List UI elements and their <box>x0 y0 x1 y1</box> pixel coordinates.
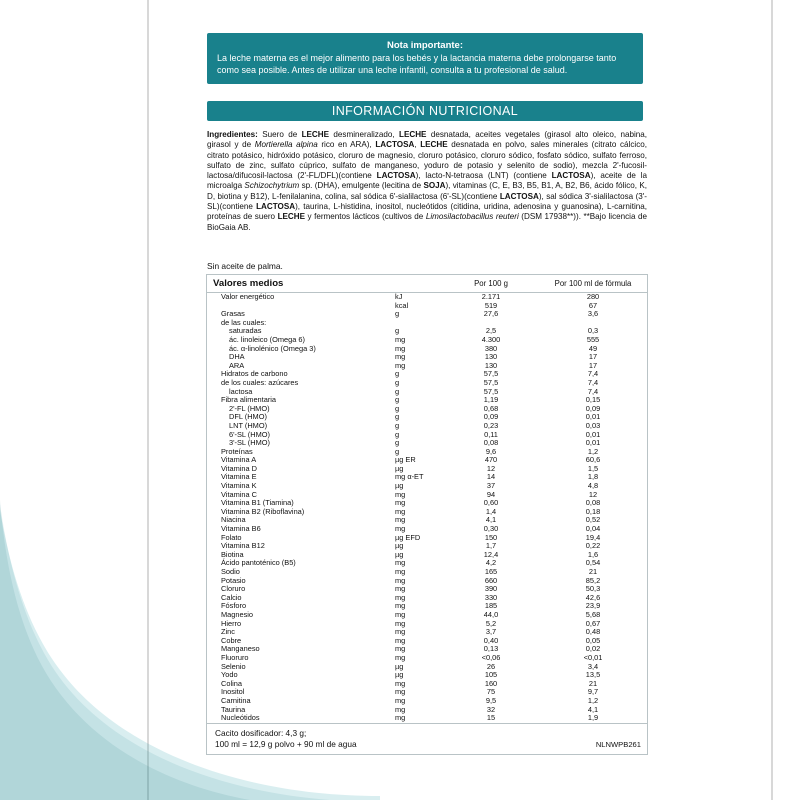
nutrient-name: Yodo <box>221 670 238 680</box>
value-per-100g: 470 <box>484 455 498 465</box>
nutrient-name: Hierro <box>221 618 242 628</box>
nutrient-unit: mg <box>395 334 406 344</box>
nutrient-name: Fibra alimentaria <box>221 395 277 405</box>
nutrient-name: Niacina <box>221 515 246 525</box>
nutrient-unit: mg α-ET <box>395 472 424 482</box>
nutrient-unit: mg <box>395 360 406 370</box>
nutrient-unit: g <box>395 326 400 336</box>
nutrient-name: Vitamina K <box>221 481 257 491</box>
value-per-100g: 165 <box>484 567 498 576</box>
left-fold-line <box>147 0 149 800</box>
value-per-100g: 0,60 <box>483 498 499 508</box>
nutrition-header-band <box>207 101 643 121</box>
value-per-100g: 27,6 <box>483 309 499 319</box>
nutrient-unit: µg <box>395 670 404 680</box>
nutrient-name: Proteínas <box>221 446 253 456</box>
no-palm-oil-claim: Sin aceite de palma. <box>207 261 283 271</box>
nutrient-name: LNT (HMO) <box>229 420 268 430</box>
table-row <box>207 602 647 611</box>
value-per-100ml: 12 <box>588 489 598 499</box>
value-per-100g: 0,09 <box>483 412 499 422</box>
value-per-100g: 0,68 <box>483 403 499 413</box>
nutrient-name: Vitamina C <box>221 489 258 499</box>
value-per-100ml: 0,08 <box>585 498 601 508</box>
value-per-100ml: 0,18 <box>585 506 601 516</box>
nutrient-name: Nucleótidos <box>221 713 260 723</box>
nutrient-unit: mg <box>395 352 406 362</box>
value-per-100g: 160 <box>484 678 498 688</box>
value-per-100ml: 17 <box>588 352 598 362</box>
table-row <box>207 405 647 414</box>
nutrient-name: Vitamina B1 (Tiamina) <box>221 498 294 508</box>
value-per-100g: 26 <box>486 661 496 671</box>
nutrient-name: Vitamina B2 (Riboflavina) <box>221 506 305 516</box>
value-per-100g: 1,4 <box>485 506 497 516</box>
nutrient-name: Hidratos de carbono <box>221 369 288 379</box>
value-per-100g: 32 <box>486 704 496 714</box>
nutrient-unit: mg <box>395 343 406 353</box>
nutrient-unit: g <box>395 429 400 439</box>
value-per-100ml: 555 <box>586 334 600 344</box>
nutrient-unit: mg <box>395 704 406 714</box>
nutrient-name: de las cuales: <box>221 317 267 327</box>
nutrient-name: Grasas <box>221 309 245 319</box>
table-row <box>207 559 647 568</box>
nutrient-name: Colina <box>221 678 242 688</box>
nutrient-unit: µg ER <box>395 455 416 465</box>
nutrient-unit: mg <box>395 567 406 576</box>
value-per-100ml: 42,6 <box>585 592 601 602</box>
table-row <box>207 697 647 706</box>
nutrient-name: DHA <box>229 352 245 362</box>
value-per-100g: 185 <box>484 601 498 611</box>
value-per-100ml: 13,5 <box>585 670 601 680</box>
dosing-info <box>215 728 357 750</box>
nutrient-unit: g <box>395 377 400 387</box>
value-per-100ml: 1,2 <box>587 695 599 705</box>
table-row <box>207 465 647 474</box>
value-per-100g: 12 <box>486 463 496 473</box>
nutrient-unit: mg <box>395 524 406 534</box>
nutrient-name: Taurina <box>221 704 246 714</box>
right-margin <box>772 0 800 800</box>
table-row <box>207 516 647 525</box>
table-row <box>207 594 647 603</box>
table-row <box>207 345 647 354</box>
nutrient-name: ác. linoleico (Omega 6) <box>229 334 305 344</box>
nutrient-name: Zinc <box>221 627 235 637</box>
nutrient-unit: mg <box>395 515 406 525</box>
ingredients-label: Ingredientes: <box>207 130 258 139</box>
nutrient-unit: mg <box>395 609 406 619</box>
value-per-100ml: 0,04 <box>585 524 601 534</box>
value-per-100ml: 0,02 <box>585 644 601 654</box>
value-per-100g: 150 <box>484 532 498 542</box>
table-row <box>207 534 647 543</box>
value-per-100g: 9,6 <box>485 446 497 456</box>
nutrient-unit: mg <box>395 652 406 662</box>
value-per-100ml: 49 <box>588 343 598 353</box>
nutrient-name: Fluoruro <box>221 652 249 662</box>
nutrient-name: Folato <box>221 532 242 542</box>
table-row <box>207 353 647 362</box>
value-per-100g: 4,1 <box>485 515 497 525</box>
table-row <box>207 302 647 311</box>
value-per-100g: 4.300 <box>481 334 501 344</box>
ingredients-paragraph <box>207 130 647 233</box>
table-row <box>207 293 647 302</box>
nutrient-unit: mg <box>395 506 406 516</box>
nutrient-unit: g <box>395 403 400 413</box>
value-per-100ml: 0,05 <box>585 635 601 645</box>
value-per-100ml: 21 <box>588 567 598 576</box>
nutrient-name: Biotina <box>221 549 244 559</box>
nutrient-name: DFL (HMO) <box>229 412 267 422</box>
value-per-100g: 94 <box>486 489 496 499</box>
nutrient-name: Vitamina A <box>221 455 257 465</box>
ingredients-text: Suero de LECHE desmineralizado, LECHE desnatada, aceites vegetales (girasol alto oleico, nabina, girasol y de Mortierella alpina rico en ARA), LACTOSA, LECHE desnatada en polvo, sales minerales (citrato cálcico, citrato potásico, hidróxido potásico, cloruro de magnesio, cloruro potásico, cloruro sódico, fosfato sódico, sulfato ferroso, sulfato de zinc, sulfato cúprico, sulfato de manganeso, yoduro de potasio y selenito de sodio), mezcla 2'-fucosil-lactosa/difucosil-lactosa (2'-FL/DFL)(contiene LACTOSA), lacto-N-tetraosa (LNT) (contiene LACTOSA), aceite de la microalga Schizochytrium sp. (DHA), emulgente (lecitina de SOJA), vitaminas (C, E, B3, B5, B1, A, B2, B6, ácido fólico, K, D, biotina y B12), L-fenilalanina, colina, sal sódica 6'-sialilactosa (6'-SL)(contiene LACTOSA), sal sódica 3'-sialilactosa (3'-SL)(contiene LACTOSA), taurina, L-histidina, inositol, nucleótidos (citidina, uridina, adenosina y guanosina), L-carnitina, proteínas de suero LECHE y fermentos lácticos (cultivos de Limosilactobacillus reuteri (DSM 17938**)). **Bajo licencia de BioGaia AB. <box>207 130 648 232</box>
value-per-100g: 15 <box>486 713 496 723</box>
nutrient-name: Cloruro <box>221 584 246 594</box>
value-per-100ml: 0,09 <box>585 403 601 413</box>
nutrient-name: ác. α-linolénico (Omega 3) <box>229 343 316 353</box>
value-per-100ml: 7,4 <box>587 369 599 379</box>
table-row <box>207 620 647 629</box>
value-per-100g: 390 <box>484 584 498 594</box>
value-per-100g: 57,5 <box>483 386 499 396</box>
nutrient-name: Cobre <box>221 635 242 645</box>
value-per-100ml: 7,4 <box>587 377 599 387</box>
value-per-100g: 0,08 <box>483 438 499 448</box>
table-row <box>207 637 647 646</box>
value-per-100g: 37 <box>486 481 496 491</box>
table-row <box>207 525 647 534</box>
nutrient-name: Inositol <box>221 687 245 697</box>
note-title: Nota importante: <box>387 40 463 51</box>
value-per-100g: 2,5 <box>485 326 497 336</box>
value-per-100g: 519 <box>484 300 498 310</box>
nutrient-unit: g <box>395 420 400 430</box>
value-per-100ml: 0,54 <box>585 558 601 568</box>
value-per-100ml: 3,4 <box>587 661 599 671</box>
value-per-100ml: 23,9 <box>585 601 601 611</box>
value-per-100g: 57,5 <box>483 369 499 379</box>
table-row <box>207 568 647 577</box>
value-per-100g: 130 <box>484 352 498 362</box>
table-row <box>207 680 647 689</box>
nutrition-table-wrapper <box>206 274 648 755</box>
value-per-100ml: 21 <box>588 678 598 688</box>
value-per-100g: 12,4 <box>483 549 499 559</box>
nutrient-name: 3'-SL (HMO) <box>229 438 270 448</box>
nutrient-unit: µg <box>395 549 404 559</box>
value-per-100ml: <0,01 <box>583 652 603 662</box>
table-row <box>207 439 647 448</box>
nutrient-name: Manganeso <box>221 644 260 654</box>
value-per-100g: 1,19 <box>483 395 499 405</box>
value-per-100g: 44,0 <box>483 609 499 619</box>
table-row <box>207 663 647 672</box>
nutrient-unit: g <box>395 412 400 422</box>
nutrient-name: Selenio <box>221 661 246 671</box>
nutrition-table <box>207 275 647 723</box>
nutrient-unit: mg <box>395 489 406 499</box>
nutrient-name: 2'-FL (HMO) <box>229 403 270 413</box>
value-per-100ml: 7,4 <box>587 386 599 396</box>
table-row <box>207 542 647 551</box>
value-per-100ml: 17 <box>588 360 598 370</box>
nutrient-name: ARA <box>229 360 245 370</box>
value-per-100ml: 0,01 <box>585 412 601 422</box>
nutrient-name: saturadas <box>229 326 262 336</box>
value-per-100g: 3,7 <box>485 627 497 637</box>
nutrient-unit: µg <box>395 541 404 551</box>
table-row <box>207 456 647 465</box>
nutrient-name: Potasio <box>221 575 246 585</box>
value-per-100g: 130 <box>484 360 498 370</box>
table-row <box>207 482 647 491</box>
nutrient-name: Magnesio <box>221 609 254 619</box>
nutrition-table-head <box>207 275 647 293</box>
table-row <box>207 379 647 388</box>
batch-code: NLNWPB261 <box>595 739 641 749</box>
table-row <box>207 671 647 680</box>
nutrient-name: Vitamina D <box>221 463 258 473</box>
value-per-100g: 0,23 <box>483 420 499 430</box>
value-per-100g: 1,7 <box>485 541 497 551</box>
value-per-100ml: 4,1 <box>587 704 599 714</box>
value-per-100ml: 85,2 <box>585 575 601 585</box>
dilution-line: 100 ml = 12,9 g polvo + 90 ml de agua <box>215 738 357 749</box>
table-row <box>207 654 647 663</box>
value-per-100g: 0,30 <box>483 524 499 534</box>
column-header-per-100ml: Por 100 ml de fórmula <box>539 275 647 293</box>
nutrient-name: de los cuales: azúcares <box>221 377 299 387</box>
nutrient-name: Ácido pantoténico (B5) <box>221 558 296 568</box>
value-per-100g: 57,5 <box>483 377 499 387</box>
value-per-100g: 330 <box>484 592 498 602</box>
value-per-100ml: 3,6 <box>587 309 599 319</box>
table-row <box>207 706 647 715</box>
important-note-box <box>207 33 643 84</box>
value-per-100g: 0,13 <box>483 644 499 654</box>
nutrient-unit: µg <box>395 463 404 473</box>
value-per-100g: 9,5 <box>485 695 497 705</box>
nutrient-unit: g <box>395 395 400 405</box>
value-per-100ml: 9,7 <box>587 687 599 697</box>
nutrient-name: Valor energético <box>221 292 275 301</box>
table-row <box>207 714 647 723</box>
nutrient-unit: mg <box>395 635 406 645</box>
value-per-100ml: 67 <box>588 300 598 310</box>
nutrient-name: Vitamina E <box>221 472 257 482</box>
nutrient-name: Sodio <box>221 567 240 576</box>
value-per-100ml: 0,3 <box>587 326 599 336</box>
value-per-100ml: 0,22 <box>585 541 601 551</box>
value-per-100ml: 1,9 <box>587 713 599 723</box>
table-footer <box>207 723 647 754</box>
table-row <box>207 628 647 637</box>
nutrient-unit: mg <box>395 713 406 723</box>
table-row <box>207 645 647 654</box>
value-per-100ml: 1,5 <box>587 463 599 473</box>
nutrient-name: Vitamina B6 <box>221 524 261 534</box>
table-row <box>207 310 647 319</box>
table-row <box>207 688 647 697</box>
nutrient-unit: mg <box>395 618 406 628</box>
nutrient-name: 6'-SL (HMO) <box>229 429 270 439</box>
value-per-100ml: 0,52 <box>585 515 601 525</box>
nutrient-name: Fósforo <box>221 601 247 611</box>
value-per-100g: 75 <box>486 687 496 697</box>
table-title: Valores medios <box>207 275 443 293</box>
value-per-100ml: 0,03 <box>585 420 601 430</box>
table-row <box>207 508 647 517</box>
table-row <box>207 577 647 586</box>
nutrient-unit: kJ <box>395 292 403 301</box>
nutrient-unit: mg <box>395 644 406 654</box>
value-per-100g: 0,11 <box>484 429 498 439</box>
value-per-100ml: 0,15 <box>585 395 601 405</box>
value-per-100ml: 0,67 <box>585 618 601 628</box>
table-row <box>207 585 647 594</box>
nutrient-unit: g <box>395 369 400 379</box>
nutrient-unit: mg <box>395 687 406 697</box>
value-per-100g: 5,2 <box>485 618 497 628</box>
value-per-100g: 660 <box>484 575 498 585</box>
value-per-100g: 14 <box>486 472 496 482</box>
value-per-100g: <0,06 <box>481 652 501 662</box>
nutrient-name: Calcio <box>221 592 242 602</box>
nutrient-unit: mg <box>395 678 406 688</box>
nutrient-unit: g <box>395 446 400 456</box>
value-per-100g: 105 <box>484 670 498 680</box>
nutrient-unit: µg <box>395 481 404 491</box>
nutrition-header-title: INFORMACIÓN NUTRICIONAL <box>331 104 519 118</box>
nutrient-name: Vitamina B12 <box>221 541 265 551</box>
value-per-100ml: 19,4 <box>585 532 601 542</box>
table-row <box>207 431 647 440</box>
value-per-100ml: 1,6 <box>587 549 599 559</box>
column-header-per-100g: Por 100 g <box>443 275 539 293</box>
value-per-100ml: 1,8 <box>587 472 599 482</box>
value-per-100ml: 4,8 <box>587 481 599 491</box>
value-per-100ml: 5,68 <box>585 609 601 619</box>
table-row <box>207 413 647 422</box>
nutrient-unit: g <box>395 309 400 319</box>
value-per-100ml: 0,01 <box>585 429 601 439</box>
value-per-100g: 4,2 <box>485 558 497 568</box>
nutrient-name: Carnitina <box>221 695 251 705</box>
nutrient-unit: mg <box>395 695 406 705</box>
value-per-100g: 380 <box>484 343 498 353</box>
nutrient-unit: g <box>395 438 400 448</box>
table-row <box>207 448 647 457</box>
value-per-100g: 2.171 <box>481 292 501 301</box>
nutrient-unit: mg <box>395 592 406 602</box>
table-row <box>207 473 647 482</box>
note-body: La leche materna es el mejor alimento para los bebés y la lactancia materna debe prolongarse tanto como sea posible. Antes de utilizar una leche infantil, consulta a tu profesional de salud. <box>217 53 617 75</box>
nutrient-unit: mg <box>395 498 406 508</box>
value-per-100ml: 50,3 <box>585 584 601 594</box>
scoop-line: Cacito dosificador: 4,3 g; <box>215 727 307 738</box>
nutrient-unit: kcal <box>395 300 409 310</box>
value-per-100ml: 1,2 <box>587 446 599 456</box>
nutrient-unit: mg <box>395 584 406 594</box>
table-row <box>207 422 647 431</box>
value-per-100ml: 0,48 <box>585 627 601 637</box>
nutrient-unit: mg <box>395 558 406 568</box>
nutrient-unit: µg <box>395 661 404 671</box>
value-per-100g: 0,40 <box>483 635 499 645</box>
nutrient-name: lactosa <box>229 386 253 396</box>
nutrient-unit: g <box>395 386 400 396</box>
nutrient-unit: mg <box>395 601 406 611</box>
table-row <box>207 319 647 328</box>
value-per-100ml: 0,01 <box>585 438 601 448</box>
value-per-100ml: 280 <box>586 292 600 301</box>
nutrient-unit: mg <box>395 627 406 637</box>
table-row <box>207 396 647 405</box>
value-per-100ml: 60,6 <box>585 455 601 465</box>
nutrition-table-body <box>207 293 647 723</box>
panel-content <box>150 0 772 800</box>
left-margin <box>0 0 148 800</box>
nutrient-unit: mg <box>395 575 406 585</box>
table-row <box>207 611 647 620</box>
nutrient-unit: µg EFD <box>395 532 421 542</box>
